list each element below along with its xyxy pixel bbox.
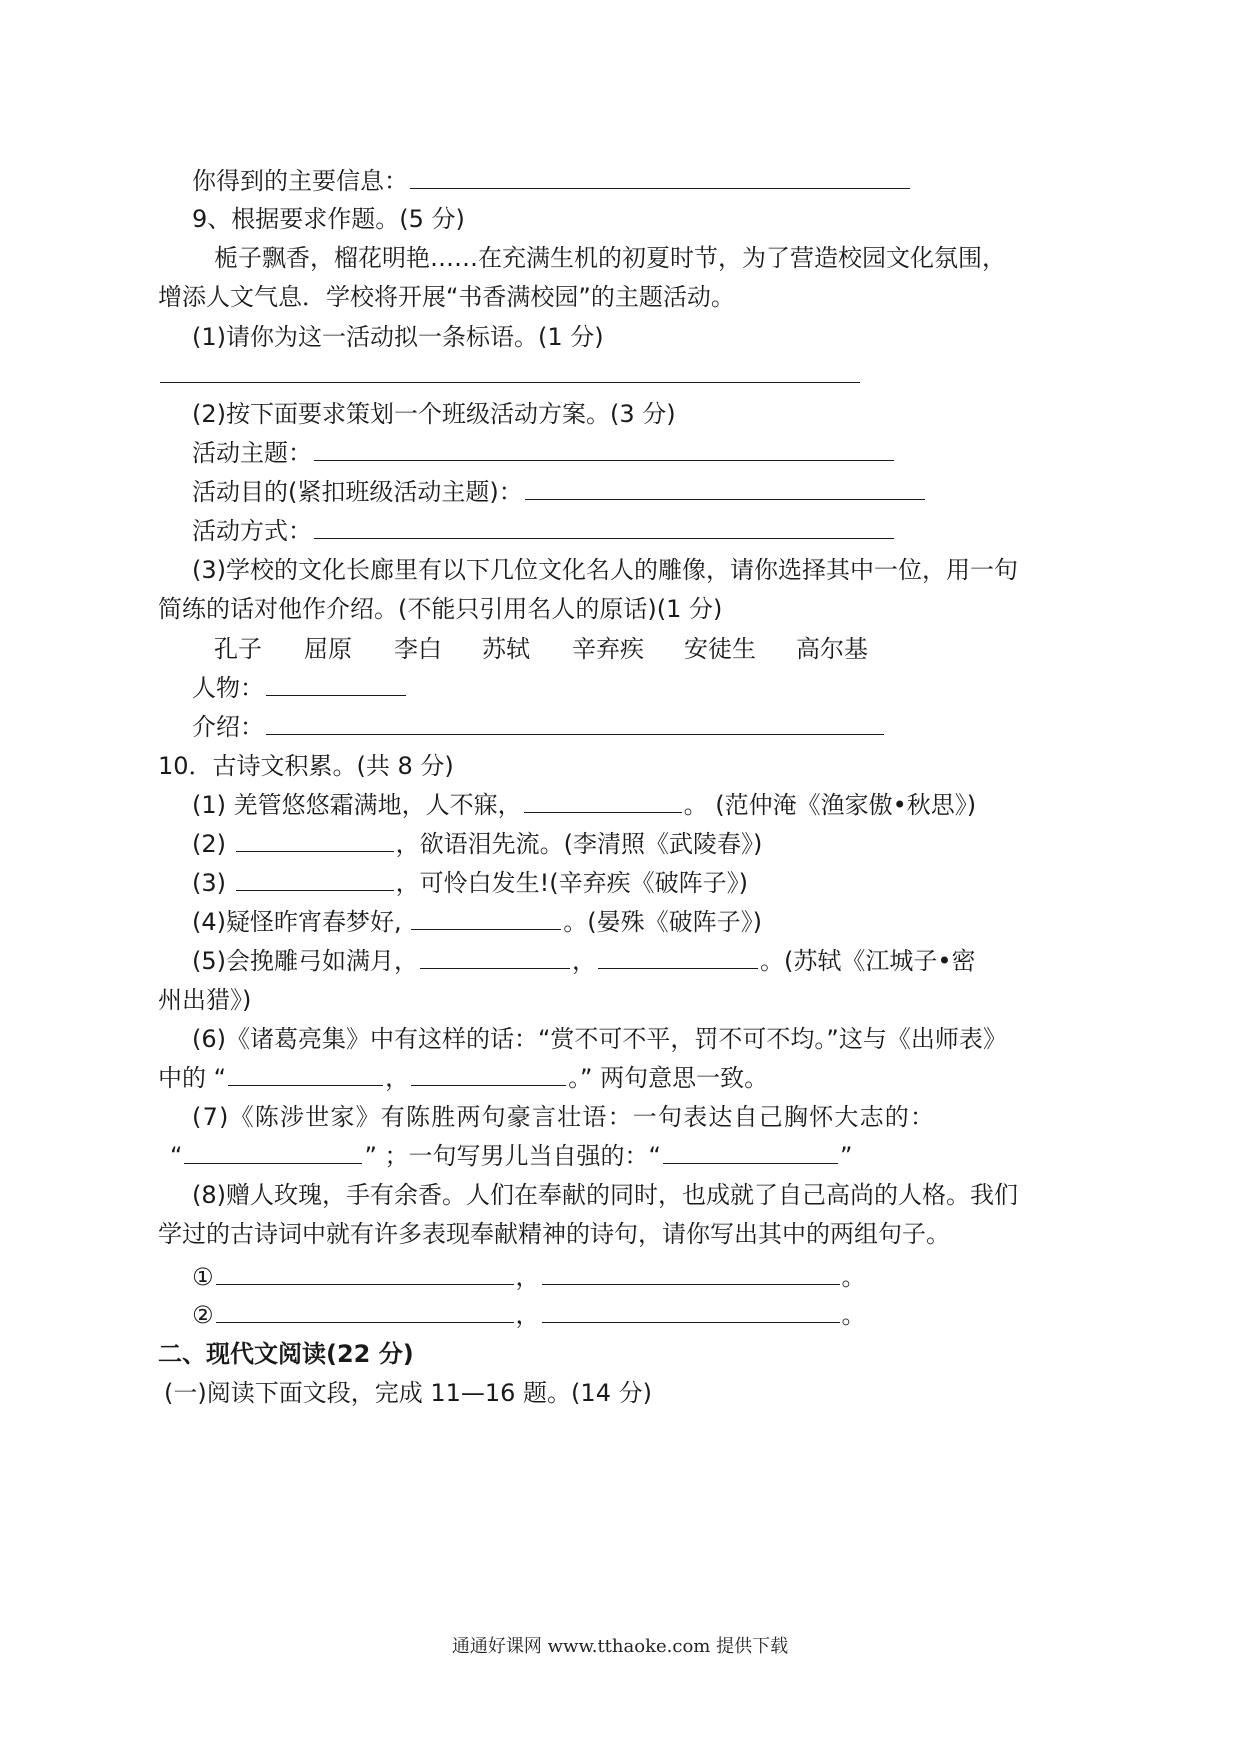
answer-2-comma: ， [515,1301,540,1329]
q10-item-7-middle: ” ；一句写男儿当自强的：“ [364,1142,661,1170]
q10-item-5 [192,944,976,978]
activity-purpose-line [192,475,927,509]
introduction-line [192,710,886,744]
q10-item-5-blank-1[interactable] [420,946,570,969]
section-2-title: 二、现代文阅读(22 分) [158,1340,414,1368]
answer-2-blank-b[interactable] [542,1300,840,1323]
activity-theme-label: 活动主题： [192,439,312,467]
q10-item-2-prefix: (2) [192,830,226,858]
q10-item-6-comma: ， [385,1064,410,1092]
q10-item-2-suffix: ，欲语泪先流。(李清照《武陵春》) [395,830,763,858]
activity-method-label: 活动方式： [192,517,312,545]
q10-item-4-suffix: 。(晏殊《破阵子》) [563,908,762,936]
q10-answer-row-1 [192,1260,866,1294]
activity-purpose-label: 活动目的(紧扣班级活动主题)： [192,478,523,506]
q10-item-6-prefix: 中的 “ [158,1064,227,1092]
q10-item-1-prefix: (1) 羌管悠悠霜满地，人不寐， [192,791,522,819]
q10-item-6-line-1: (6)《诸葛亮集》中有这样的话：“赏不可不平，罚不可不均。”这与《出师表》 [192,1025,1007,1053]
activity-purpose-blank[interactable] [525,477,925,500]
slogan-blank[interactable] [160,360,860,383]
person-label: 人物： [192,674,264,702]
answer-1-comma: ， [515,1263,540,1291]
q10-item-6-line-2 [158,1061,768,1095]
q10-item-5-prefix: (5)会挽雕弓如满月， [192,947,418,975]
celebrity-name: 苏轼 [482,635,530,663]
q10-item-7-close-quote: ” [839,1142,853,1170]
q10-item-2 [192,827,762,861]
q9-title: 9、根据要求作题。(5 分) [192,205,465,233]
q10-item-5-continued: 州出猎》) [158,986,252,1014]
main-info-label: 你得到的主要信息： [192,167,408,195]
q10-item-4-prefix: (4)疑怪昨宵春梦好, [192,908,402,936]
q10-item-3-blank[interactable] [236,868,394,891]
answer-1-blank-b[interactable] [542,1262,840,1285]
answer-number-1: ① [192,1263,214,1291]
q9-sub3-line-1: (3)学校的文化长廊里有以下几位文化名人的雕像，请你选择其中一位，用一句 [192,556,1018,584]
activity-theme-blank[interactable] [314,438,894,461]
q10-item-5-suffix: 。(苏轼《江城子•密 [760,947,976,975]
q10-item-2-blank[interactable] [236,829,394,852]
q9-intro-line-1: 栀子飘香，榴花明艳……在充满生机的初夏时节，为了营造校园文化氛围， [214,244,1006,272]
q10-item-5-comma: ， [572,947,596,975]
q10-item-7-line-2 [170,1139,852,1173]
q10-item-8-line-2: 学过的古诗词中就有许多表现奉献精神的诗句，请你写出其中的两组句子。 [158,1220,950,1248]
activity-method-line [192,514,896,548]
q10-item-4 [192,905,762,939]
q10-item-7-blank-2[interactable] [663,1141,838,1164]
footer-watermark: 通通好课网 www.tthaoke.com 提供下载 [451,1636,789,1657]
q10-answer-row-2 [192,1298,866,1332]
answer-2-period: 。 [841,1301,866,1329]
section-2-subtitle: (一)阅读下面文段，完成 11—16 题。(14 分) [164,1379,652,1407]
q10-item-6-suffix: 。” 两句意思一致。 [568,1064,769,1092]
activity-theme-line [192,436,896,470]
q10-item-6-blank-2[interactable] [411,1063,566,1086]
answer-number-2: ② [192,1301,214,1329]
q9-sub1: (1)请你为这一活动拟一条标语。(1 分) [192,323,604,351]
celebrity-name: 屈原 [304,635,352,663]
q9-sub3-line-2: 简练的话对他作介绍。(不能只引用名人的原话)(1 分) [158,595,723,623]
celebrity-name: 高尔基 [796,635,868,663]
q10-item-3 [192,866,748,900]
person-blank[interactable] [266,673,406,696]
q9-intro-line-2: 增添人文气息．学校将开展“书香满校园”的主题活动。 [158,283,735,311]
answer-1-period: 。 [841,1263,866,1291]
q10-item-4-blank[interactable] [411,907,561,930]
slogan-line [158,358,862,392]
celebrity-name: 孔子 [214,635,262,663]
q10-item-1-blank[interactable] [524,790,682,813]
answer-2-blank-a[interactable] [216,1300,514,1323]
q10-item-1 [192,788,976,822]
q10-item-3-suffix: ，可怜白发生!(辛弃疾《破阵子》) [395,869,748,897]
q10-item-3-prefix: (3) [192,869,226,897]
person-line [192,671,408,705]
celebrity-name: 安徒生 [684,635,756,663]
main-info-line [192,164,912,198]
introduction-blank[interactable] [266,712,884,735]
q10-title: 10．古诗文积累。(共 8 分) [158,752,454,780]
q10-item-7-line-1: (7)《陈涉世家》有陈胜两句豪言壮语：一句表达自己胸怀大志的： [192,1103,936,1131]
answer-1-blank-a[interactable] [216,1262,514,1285]
celebrity-name: 李白 [394,635,442,663]
main-info-blank[interactable] [410,166,910,189]
q10-item-7-blank-1[interactable] [184,1141,362,1164]
introduction-label: 介绍： [192,713,264,741]
q10-item-7-open-quote: “ [170,1142,183,1170]
celebrity-name: 辛弃疾 [572,635,644,663]
q10-item-8-line-1: (8)赠人玫瑰，手有余香。人们在奉献的同时，也成就了自己高尚的人格。我们 [192,1181,1018,1209]
q10-item-6-blank-1[interactable] [228,1063,383,1086]
q10-item-1-suffix: 。 (范仲淹《渔家傲•秋思》) [683,791,977,819]
q10-item-5-blank-2[interactable] [598,946,758,969]
q9-sub2: (2)按下面要求策划一个班级活动方案。(3 分) [192,400,676,428]
activity-method-blank[interactable] [314,516,894,539]
